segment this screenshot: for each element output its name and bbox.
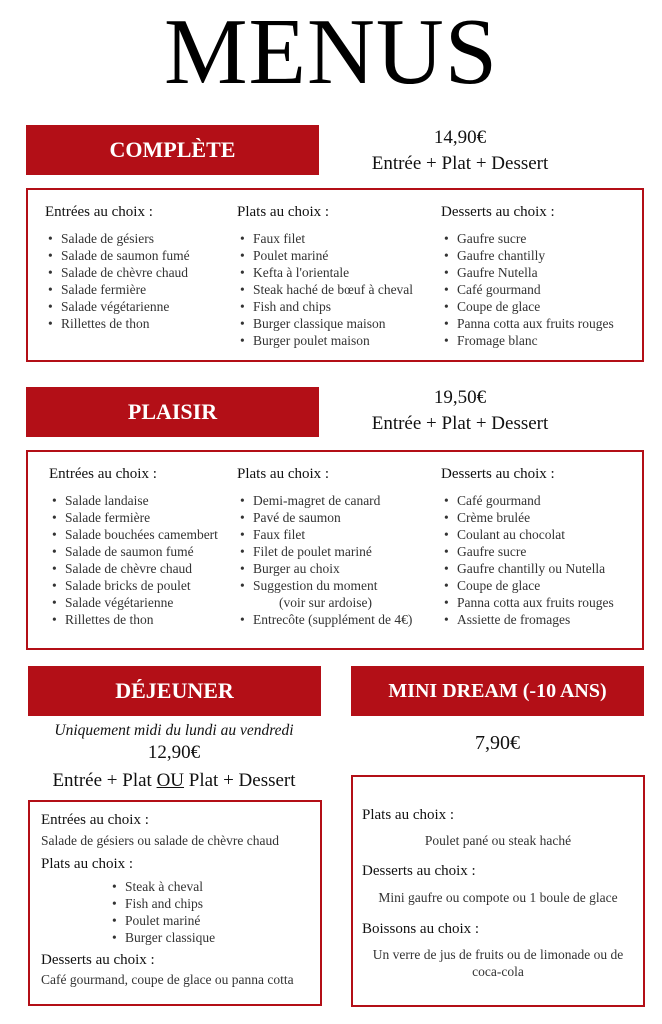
list-item: • Poulet mariné <box>237 247 413 264</box>
dejeuner-desserts-heading: Desserts au choix : <box>41 952 155 968</box>
complete-desserts-list <box>441 230 614 349</box>
dejeuner-banner <box>28 666 321 716</box>
plaisir-price: 19,50€ <box>433 387 487 408</box>
list-item: • Salade fermière <box>49 509 218 526</box>
list-item: • Steak à cheval <box>109 878 215 895</box>
list-item: • Salade de chèvre chaud <box>45 264 190 281</box>
dejeuner-entrees-heading: Entrées au choix : <box>41 812 149 828</box>
plaisir-plats <box>237 466 412 628</box>
list-item: • Poulet mariné <box>109 912 215 929</box>
list-item: • Salade bouchées camembert <box>49 526 218 543</box>
dejeuner-price: 12,90€ <box>147 742 201 763</box>
complete-plats <box>237 204 413 349</box>
list-item: • Rillettes de thon <box>49 611 218 628</box>
plaisir-plats-heading: Plats au choix : <box>237 466 330 482</box>
dejeuner-entrees-text: Salade de gésiers ou salade de chèvre chaud <box>41 833 280 848</box>
complete-price: 14,90€ <box>433 127 487 148</box>
complete-box <box>26 188 644 362</box>
mini-desserts-text: Mini gaufre ou compote ou 1 boule de glace <box>378 890 618 905</box>
dejeuner-plats-list <box>109 878 215 946</box>
list-item: • Café gourmand <box>441 492 614 509</box>
list-item: • Crème brulée <box>441 509 614 526</box>
list-item: • Coulant au chocolat <box>441 526 614 543</box>
list-item: • Café gourmand <box>441 281 614 298</box>
plaisir-title: PLAISIR <box>127 399 218 424</box>
list-item: • Fish and chips <box>237 298 413 315</box>
list-item: • Faux filet <box>237 230 413 247</box>
list-item: • Salade de saumon fumé <box>49 543 218 560</box>
list-item: • Coupe de glace <box>441 577 614 594</box>
list-item: • Burger classique <box>109 929 215 946</box>
plaisir-desserts <box>441 466 614 628</box>
plaisir-box <box>26 450 644 650</box>
dejeuner-formula <box>18 768 330 794</box>
plaisir-entrees-list <box>49 492 218 628</box>
page-title: MENUS <box>163 0 499 104</box>
complete-entrees-heading: Entrées au choix : <box>45 204 153 220</box>
complete-formula: Entrée + Plat + Dessert <box>371 153 549 174</box>
list-item: • Steak haché de bœuf à cheval <box>237 281 413 298</box>
formula-part-b: Plat + Dessert <box>184 770 296 791</box>
complete-entrees-list <box>45 230 190 332</box>
formula-ou: OU <box>156 770 185 791</box>
list-item: • Filet de poulet mariné <box>237 543 412 560</box>
dejeuner-desserts-text: Café gourmand, coupe de glace ou panna cotta <box>41 972 294 987</box>
list-item: • Salade végétarienne <box>45 298 190 315</box>
list-item: • Salade fermière <box>45 281 190 298</box>
list-item: • Demi-magret de canard <box>237 492 412 509</box>
list-item: • Pavé de saumon <box>237 509 412 526</box>
complete-plats-heading: Plats au choix : <box>237 204 330 220</box>
complete-desserts <box>441 204 614 349</box>
list-item: • Burger classique maison <box>237 315 413 332</box>
plaisir-banner <box>26 387 319 437</box>
complete-desserts-heading: Desserts au choix : <box>441 204 555 220</box>
list-item: • Salade de chèvre chaud <box>49 560 218 577</box>
plaisir-entrees <box>49 466 218 628</box>
complete-title: COMPLÈTE <box>109 137 236 162</box>
list-item: • Suggestion du moment <box>237 577 412 594</box>
list-item: • Panna cotta aux fruits rouges <box>441 594 614 611</box>
list-item: • Coupe de glace <box>441 298 614 315</box>
list-item: • Gaufre Nutella <box>441 264 614 281</box>
mini-boissons-line2: coca-cola <box>472 964 524 979</box>
list-item: • Burger au choix <box>237 560 412 577</box>
dejeuner-title: DÉJEUNER <box>115 678 234 703</box>
plats-note: (voir sur ardoise) <box>279 595 372 610</box>
list-item: • Salade végétarienne <box>49 594 218 611</box>
mini-boissons-line1: Un verre de jus de fruits ou de limonade ou de <box>372 947 624 962</box>
list-item: • Salade de saumon fumé <box>45 247 190 264</box>
dejeuner-price-block <box>18 720 330 794</box>
mini-boissons-heading: Boissons au choix : <box>362 921 480 937</box>
mini-price: 7,90€ <box>475 732 520 754</box>
mini-plats-text: Poulet pané ou steak haché <box>424 833 572 848</box>
list-item: • Fromage blanc <box>441 332 614 349</box>
dejeuner-plats-heading: Plats au choix : <box>41 856 134 872</box>
mini-banner <box>351 666 644 716</box>
list-item: • Fish and chips <box>109 895 215 912</box>
formula-part-a: Entrée + Plat <box>52 770 157 791</box>
dejeuner-subtitle: Uniquement midi du lundi au vendredi <box>54 722 294 739</box>
plaisir-plats-list <box>237 492 412 628</box>
list-item: • Gaufre sucre <box>441 230 614 247</box>
list-item: • Salade bricks de poulet <box>49 577 218 594</box>
list-item: • Entrecôte (supplément de 4€) <box>237 611 412 628</box>
mini-title: MINI DREAM (-10 ANS) <box>388 679 607 702</box>
mini-box <box>351 775 645 1007</box>
list-item: • Salade landaise <box>49 492 218 509</box>
complete-plats-list <box>237 230 413 349</box>
complete-price-block <box>330 125 590 177</box>
mini-price-block <box>351 730 644 756</box>
list-item: • Kefta à l'orientale <box>237 264 413 281</box>
list-item: • Burger poulet maison <box>237 332 413 349</box>
list-item: • Gaufre sucre <box>441 543 614 560</box>
list-item: • Assiette de fromages <box>441 611 614 628</box>
list-item: • Gaufre chantilly <box>441 247 614 264</box>
plaisir-desserts-heading: Desserts au choix : <box>441 466 555 482</box>
plaisir-desserts-list <box>441 492 614 628</box>
plaisir-price-block <box>330 385 590 437</box>
mini-plats-heading: Plats au choix : <box>362 807 455 823</box>
complete-banner <box>26 125 319 175</box>
plaisir-formula: Entrée + Plat + Dessert <box>371 413 549 434</box>
plaisir-entrees-heading: Entrées au choix : <box>49 466 157 482</box>
list-item: • Salade de gésiers <box>45 230 190 247</box>
list-item: • Faux filet <box>237 526 412 543</box>
list-item: • Rillettes de thon <box>45 315 190 332</box>
complete-entrees <box>45 204 190 332</box>
list-item: • Gaufre chantilly ou Nutella <box>441 560 614 577</box>
dejeuner-box <box>28 800 322 1006</box>
list-item: • Panna cotta aux fruits rouges <box>441 315 614 332</box>
mini-desserts-heading: Desserts au choix : <box>362 863 476 879</box>
